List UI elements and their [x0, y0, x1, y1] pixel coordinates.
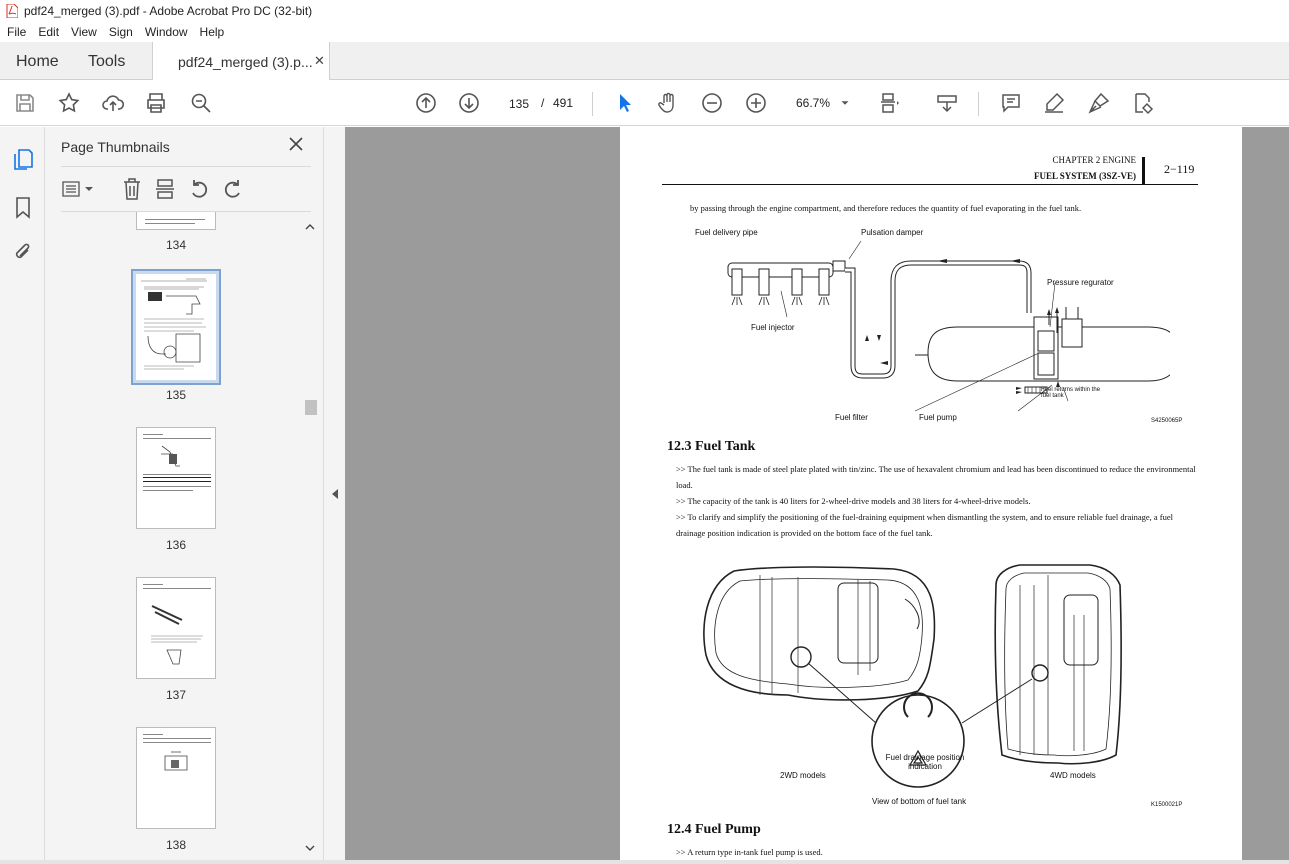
- label-drainage-position: Fuel drainage position indication: [885, 753, 965, 771]
- page-number-input[interactable]: 135: [500, 90, 538, 116]
- attachment-paperclip-icon[interactable]: [12, 240, 34, 264]
- extract-pages-icon[interactable]: [154, 177, 176, 201]
- close-tab-icon[interactable]: ✕: [314, 53, 325, 68]
- page-thumbnail-136[interactable]: [136, 427, 216, 529]
- tab-document-label: pdf24_merged (3).p...: [178, 54, 313, 70]
- hand-tool-icon[interactable]: [655, 90, 681, 116]
- next-page-icon[interactable]: [456, 90, 482, 116]
- label-fuel-returns: Fuel returns within the fuel tank: [1041, 387, 1101, 399]
- bookmark-icon[interactable]: [12, 195, 34, 219]
- thumbnail-label: 135: [165, 388, 187, 402]
- menu-view[interactable]: View: [71, 25, 97, 39]
- pdf-file-icon: [6, 4, 18, 18]
- label-pulsation-damper: Pulsation damper: [861, 228, 924, 237]
- label-2wd-models: 2WD models: [780, 771, 826, 780]
- print-icon[interactable]: [143, 90, 169, 116]
- thumbnail-miniature-icon: [161, 750, 191, 776]
- scroll-down-icon[interactable]: [305, 843, 315, 853]
- thumbnail-page-preview: [136, 274, 216, 380]
- fit-page-icon[interactable]: [877, 90, 903, 116]
- page-separator: /: [541, 96, 545, 110]
- page-thumbnail-135[interactable]: [131, 269, 221, 385]
- header-bar: [1142, 157, 1145, 185]
- panel-title: Page Thumbnails: [61, 139, 170, 155]
- zoom-dropdown-icon[interactable]: [838, 90, 852, 116]
- label-fuel-filter: Fuel filter: [835, 413, 868, 422]
- tab-bar: [0, 42, 1289, 80]
- page-thumbnails-panel: [45, 127, 323, 860]
- thumbnail-label: 138: [165, 838, 187, 852]
- thumbnail-miniature-icon: [157, 444, 187, 470]
- diagram-caption: View of bottom of fuel tank: [872, 797, 967, 806]
- heading-fuel-tank: 12.3 Fuel Tank: [667, 439, 756, 454]
- zoom-in-icon[interactable]: [743, 90, 769, 116]
- close-panel-icon[interactable]: [289, 137, 303, 151]
- thumbnail-list: [45, 212, 303, 860]
- rotate-left-icon[interactable]: [188, 177, 210, 201]
- select-arrow-icon[interactable]: [612, 90, 638, 116]
- panel-splitter[interactable]: [323, 127, 345, 860]
- tab-tools[interactable]: Tools: [88, 53, 126, 70]
- page-thumbnail-134[interactable]: [136, 212, 216, 230]
- previous-page-icon[interactable]: [413, 90, 439, 116]
- panel-divider: [61, 166, 311, 167]
- menu-window[interactable]: Window: [144, 25, 188, 39]
- thumbnail-miniature-icon: [136, 274, 214, 378]
- page-thumbnails-icon[interactable]: [12, 147, 34, 171]
- diagram-code: K1500021P: [1151, 802, 1183, 808]
- zoom-level[interactable]: 66.7%: [796, 96, 831, 110]
- label-fuel-delivery-pipe: Fuel delivery pipe: [695, 228, 758, 237]
- toolbar: [0, 80, 1289, 126]
- comment-icon[interactable]: [998, 90, 1024, 116]
- thumbnail-label: 136: [165, 538, 187, 552]
- label-fuel-pump: Fuel pump: [919, 413, 957, 422]
- document-viewport[interactable]: [345, 127, 1289, 860]
- scroll-up-icon[interactable]: [305, 222, 315, 232]
- toolbar-divider: [978, 92, 979, 116]
- thumbnail-label: 134: [165, 238, 187, 252]
- bullet-tank-capacity: >> The capacity of the tank is 40 liters for 2-wheel-drive models and 38 liters for 4-wheel-drive models.: [676, 496, 1031, 506]
- label-pressure-regulator: Pressure regurator: [1047, 278, 1114, 287]
- highlight-pen-icon[interactable]: [1041, 90, 1067, 116]
- thumbnail-scrollbar[interactable]: [303, 222, 316, 855]
- diagram-code: S4250065P: [1151, 418, 1183, 424]
- bullet-tank-drainage: >> To clarify and simplify the positioning of the fuel-draining equipment when dismantling the system, and to ensure reliable fuel drainage, a fuel drainage position indication is provided on the bottom face of the fuel tank.: [676, 512, 1173, 538]
- left-navigation-rail: [0, 127, 45, 864]
- label-fuel-injector: Fuel injector: [751, 323, 795, 332]
- status-strip: [0, 860, 1289, 864]
- heading-fuel-pump: 12.4 Fuel Pump: [667, 822, 761, 837]
- thumbnail-options-icon[interactable]: [61, 179, 95, 199]
- pdf-page: [620, 127, 1242, 860]
- menu-bar: [0, 22, 1289, 42]
- menu-help[interactable]: Help: [199, 25, 225, 39]
- delete-trash-icon[interactable]: [121, 177, 143, 201]
- scroll-mode-icon[interactable]: [934, 90, 960, 116]
- page-thumbnail-138[interactable]: [136, 727, 216, 829]
- page-total: 491: [553, 96, 574, 110]
- upload-cloud-icon[interactable]: [100, 90, 126, 116]
- zoom-out-icon[interactable]: [699, 90, 725, 116]
- page-thumbnail-137[interactable]: [136, 577, 216, 679]
- bullet-tank-material: >> The fuel tank is made of steel plate plated with tin/zinc. The use of hexavalent chromium and lead has been discontinued to reduce the environmental load.: [676, 464, 1196, 490]
- save-icon[interactable]: [12, 90, 38, 116]
- scrollbar-thumb[interactable]: [305, 400, 317, 415]
- tab-document[interactable]: [152, 42, 330, 80]
- rotate-right-icon[interactable]: [222, 177, 244, 201]
- label-4wd-models: 4WD models: [1050, 771, 1096, 780]
- search-zoom-icon[interactable]: [188, 90, 214, 116]
- menu-sign[interactable]: Sign: [108, 25, 133, 39]
- header-rule: [662, 184, 1198, 185]
- header-page-number: 2−119: [1164, 162, 1195, 176]
- window-title: pdf24_merged (3).pdf - Adobe Acrobat Pro DC (32-bit): [24, 4, 313, 18]
- thumbnail-miniature-icon: [147, 592, 207, 672]
- fuel-tank-diagram: [698, 555, 1218, 825]
- tab-home[interactable]: Home: [16, 53, 59, 70]
- menu-edit[interactable]: Edit: [38, 25, 60, 39]
- sign-pen-icon[interactable]: [1086, 90, 1112, 116]
- edit-pdf-icon[interactable]: [1130, 90, 1156, 116]
- header-chapter: CHAPTER 2 ENGINE: [1052, 155, 1136, 165]
- thumbnail-label: 137: [165, 688, 187, 702]
- title-bar: [0, 0, 1289, 22]
- star-icon[interactable]: [56, 90, 82, 116]
- header-section: FUEL SYSTEM (3SZ-VE): [1033, 171, 1136, 181]
- collapse-panel-icon[interactable]: [331, 488, 339, 500]
- toolbar-divider: [592, 92, 593, 116]
- thumbnail-tools: [61, 177, 311, 203]
- bullet-fuel-pump: >> A return type in-tank fuel pump is used.: [676, 847, 823, 857]
- intro-paragraph: by passing through the engine compartment, and therefore reduces the quantity of fuel evaporating in the fuel tank.: [690, 203, 1082, 213]
- menu-file[interactable]: File: [7, 25, 27, 39]
